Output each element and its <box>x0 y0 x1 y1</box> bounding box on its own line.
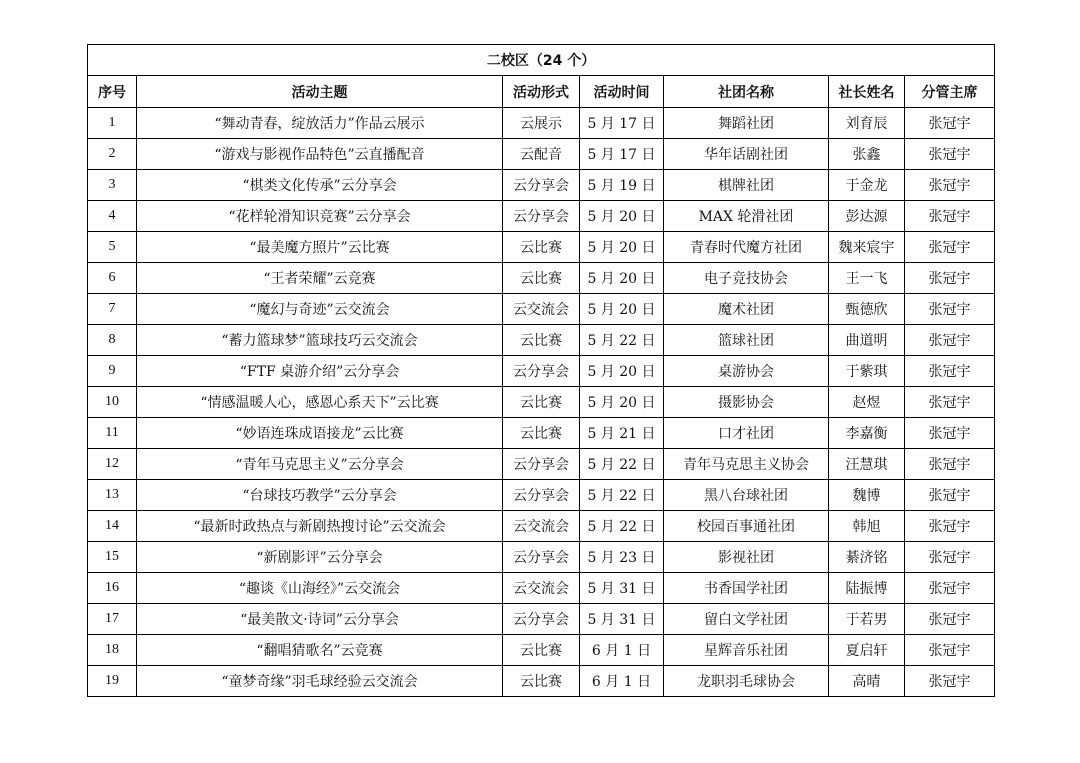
cell-date: 5 月 20 日 <box>580 263 664 294</box>
cell-leader: 汪慧琪 <box>829 449 905 480</box>
table-title-row <box>88 45 995 76</box>
cell-form: 云分享会 <box>503 604 580 635</box>
cell-leader: 刘育辰 <box>829 108 905 139</box>
table-row <box>88 170 995 201</box>
table-row <box>88 480 995 511</box>
cell-number: 15 <box>88 542 137 573</box>
cell-chair: 张冠宇 <box>905 356 995 387</box>
cell-number: 1 <box>88 108 137 139</box>
cell-number: 6 <box>88 263 137 294</box>
cell-theme: “新剧影评”云分享会 <box>137 542 503 573</box>
cell-chair: 张冠宇 <box>905 263 995 294</box>
cell-chair: 张冠宇 <box>905 573 995 604</box>
cell-form: 云交流会 <box>503 511 580 542</box>
cell-club: 黑八台球社团 <box>664 480 829 511</box>
cell-form: 云比赛 <box>503 232 580 263</box>
table-row <box>88 387 995 418</box>
cell-leader: 赵煜 <box>829 387 905 418</box>
table-row <box>88 604 995 635</box>
cell-form: 云分享会 <box>503 542 580 573</box>
cell-leader: 于若男 <box>829 604 905 635</box>
cell-form: 云分享会 <box>503 170 580 201</box>
cell-chair: 张冠宇 <box>905 170 995 201</box>
cell-club: 书香国学社团 <box>664 573 829 604</box>
cell-number: 9 <box>88 356 137 387</box>
table-row <box>88 325 995 356</box>
cell-theme: “台球技巧教学”云分享会 <box>137 480 503 511</box>
table-row <box>88 263 995 294</box>
cell-number: 18 <box>88 635 137 666</box>
cell-theme: “王者荣耀”云竞赛 <box>137 263 503 294</box>
cell-date: 5 月 31 日 <box>580 604 664 635</box>
cell-form: 云比赛 <box>503 325 580 356</box>
cell-number: 2 <box>88 139 137 170</box>
cell-theme: “最美魔方照片”云比赛 <box>137 232 503 263</box>
cell-theme: “FTF 桌游介绍”云分享会 <box>137 356 503 387</box>
cell-club: 华年话剧社团 <box>664 139 829 170</box>
cell-date: 5 月 20 日 <box>580 232 664 263</box>
cell-chair: 张冠宇 <box>905 325 995 356</box>
cell-theme: “游戏与影视作品特色”云直播配音 <box>137 139 503 170</box>
cell-theme: “蓄力篮球梦”篮球技巧云交流会 <box>137 325 503 356</box>
cell-number: 11 <box>88 418 137 449</box>
cell-number: 19 <box>88 666 137 697</box>
table-header-row <box>88 76 995 108</box>
cell-theme: “妙语连珠成语接龙”云比赛 <box>137 418 503 449</box>
cell-date: 5 月 20 日 <box>580 356 664 387</box>
cell-leader: 韩旭 <box>829 511 905 542</box>
cell-chair: 张冠宇 <box>905 511 995 542</box>
cell-theme: “最美散文·诗词”云分享会 <box>137 604 503 635</box>
cell-number: 16 <box>88 573 137 604</box>
cell-leader: 于紫琪 <box>829 356 905 387</box>
cell-leader: 魏博 <box>829 480 905 511</box>
cell-chair: 张冠宇 <box>905 604 995 635</box>
header-club: 社团名称 <box>664 76 829 108</box>
cell-date: 5 月 22 日 <box>580 449 664 480</box>
cell-club: 魔术社团 <box>664 294 829 325</box>
cell-date: 5 月 19 日 <box>580 170 664 201</box>
cell-date: 6 月 1 日 <box>580 635 664 666</box>
cell-chair: 张冠宇 <box>905 418 995 449</box>
table-row <box>88 139 995 170</box>
cell-theme: “趣谈《山海经》”云交流会 <box>137 573 503 604</box>
cell-date: 5 月 21 日 <box>580 418 664 449</box>
cell-date: 5 月 31 日 <box>580 573 664 604</box>
cell-leader: 张鑫 <box>829 139 905 170</box>
cell-number: 17 <box>88 604 137 635</box>
cell-leader: 曲道明 <box>829 325 905 356</box>
cell-club: 青春时代魔方社团 <box>664 232 829 263</box>
cell-club: 影视社团 <box>664 542 829 573</box>
cell-chair: 张冠宇 <box>905 294 995 325</box>
cell-club: 摄影协会 <box>664 387 829 418</box>
cell-date: 5 月 20 日 <box>580 294 664 325</box>
cell-number: 13 <box>88 480 137 511</box>
cell-chair: 张冠宇 <box>905 139 995 170</box>
cell-club: MAX 轮滑社团 <box>664 201 829 232</box>
table-row <box>88 511 995 542</box>
cell-theme: “舞动青春，绽放活力”作品云展示 <box>137 108 503 139</box>
cell-club: 桌游协会 <box>664 356 829 387</box>
cell-leader: 高晴 <box>829 666 905 697</box>
cell-leader: 魏来宸宇 <box>829 232 905 263</box>
cell-number: 5 <box>88 232 137 263</box>
cell-chair: 张冠宇 <box>905 387 995 418</box>
cell-leader: 夏启轩 <box>829 635 905 666</box>
cell-chair: 张冠宇 <box>905 232 995 263</box>
cell-number: 12 <box>88 449 137 480</box>
cell-theme: “棋类文化传承”云分享会 <box>137 170 503 201</box>
table-row <box>88 201 995 232</box>
cell-club: 留白文学社团 <box>664 604 829 635</box>
cell-number: 4 <box>88 201 137 232</box>
cell-form: 云交流会 <box>503 294 580 325</box>
cell-chair: 张冠宇 <box>905 449 995 480</box>
cell-form: 云比赛 <box>503 263 580 294</box>
cell-club: 星辉音乐社团 <box>664 635 829 666</box>
cell-form: 云分享会 <box>503 201 580 232</box>
cell-number: 10 <box>88 387 137 418</box>
table-row <box>88 108 995 139</box>
table-title: 二校区（24 个） <box>88 45 995 76</box>
table-row <box>88 573 995 604</box>
cell-club: 口才社团 <box>664 418 829 449</box>
header-form: 活动形式 <box>503 76 580 108</box>
cell-date: 5 月 17 日 <box>580 139 664 170</box>
cell-form: 云比赛 <box>503 387 580 418</box>
cell-club: 龙职羽毛球协会 <box>664 666 829 697</box>
cell-number: 3 <box>88 170 137 201</box>
cell-leader: 王一飞 <box>829 263 905 294</box>
cell-leader: 綦济铭 <box>829 542 905 573</box>
table-row <box>88 449 995 480</box>
activity-table-container <box>87 44 994 697</box>
cell-theme: “青年马克思主义”云分享会 <box>137 449 503 480</box>
cell-club: 棋牌社团 <box>664 170 829 201</box>
table-row <box>88 418 995 449</box>
cell-date: 5 月 22 日 <box>580 480 664 511</box>
cell-theme: “翻唱猜歌名”云竞赛 <box>137 635 503 666</box>
cell-number: 14 <box>88 511 137 542</box>
cell-theme: “花样轮滑知识竞赛”云分享会 <box>137 201 503 232</box>
table-row <box>88 635 995 666</box>
table-row <box>88 294 995 325</box>
cell-form: 云展示 <box>503 108 580 139</box>
cell-form: 云比赛 <box>503 635 580 666</box>
cell-club: 校园百事通社团 <box>664 511 829 542</box>
cell-leader: 李嘉衡 <box>829 418 905 449</box>
table-row <box>88 666 995 697</box>
cell-leader: 彭达源 <box>829 201 905 232</box>
table-row <box>88 542 995 573</box>
cell-form: 云分享会 <box>503 480 580 511</box>
header-number: 序号 <box>88 76 137 108</box>
cell-date: 5 月 17 日 <box>580 108 664 139</box>
cell-form: 云交流会 <box>503 573 580 604</box>
table-body <box>88 108 995 697</box>
cell-form: 云分享会 <box>503 449 580 480</box>
cell-date: 5 月 20 日 <box>580 201 664 232</box>
cell-theme: “童梦奇缘”羽毛球经验云交流会 <box>137 666 503 697</box>
table-row <box>88 356 995 387</box>
cell-chair: 张冠宇 <box>905 480 995 511</box>
cell-leader: 甄德欣 <box>829 294 905 325</box>
cell-club: 篮球社团 <box>664 325 829 356</box>
header-date: 活动时间 <box>580 76 664 108</box>
header-leader: 社长姓名 <box>829 76 905 108</box>
cell-number: 7 <box>88 294 137 325</box>
cell-theme: “情感温暖人心，感恩心系天下”云比赛 <box>137 387 503 418</box>
cell-chair: 张冠宇 <box>905 542 995 573</box>
cell-form: 云比赛 <box>503 666 580 697</box>
cell-leader: 陆振博 <box>829 573 905 604</box>
cell-chair: 张冠宇 <box>905 666 995 697</box>
cell-chair: 张冠宇 <box>905 201 995 232</box>
cell-date: 5 月 22 日 <box>580 325 664 356</box>
cell-leader: 于金龙 <box>829 170 905 201</box>
cell-date: 6 月 1 日 <box>580 666 664 697</box>
header-theme: 活动主题 <box>137 76 503 108</box>
cell-theme: “最新时政热点与新剧热搜讨论”云交流会 <box>137 511 503 542</box>
cell-chair: 张冠宇 <box>905 108 995 139</box>
cell-form: 云比赛 <box>503 418 580 449</box>
cell-theme: “魔幻与奇迹”云交流会 <box>137 294 503 325</box>
cell-date: 5 月 23 日 <box>580 542 664 573</box>
cell-club: 青年马克思主义协会 <box>664 449 829 480</box>
cell-club: 电子竞技协会 <box>664 263 829 294</box>
cell-form: 云配音 <box>503 139 580 170</box>
activity-table <box>87 44 995 697</box>
header-chair: 分管主席 <box>905 76 995 108</box>
cell-club: 舞蹈社团 <box>664 108 829 139</box>
cell-number: 8 <box>88 325 137 356</box>
cell-form: 云分享会 <box>503 356 580 387</box>
cell-date: 5 月 22 日 <box>580 511 664 542</box>
cell-chair: 张冠宇 <box>905 635 995 666</box>
table-row <box>88 232 995 263</box>
cell-date: 5 月 20 日 <box>580 387 664 418</box>
